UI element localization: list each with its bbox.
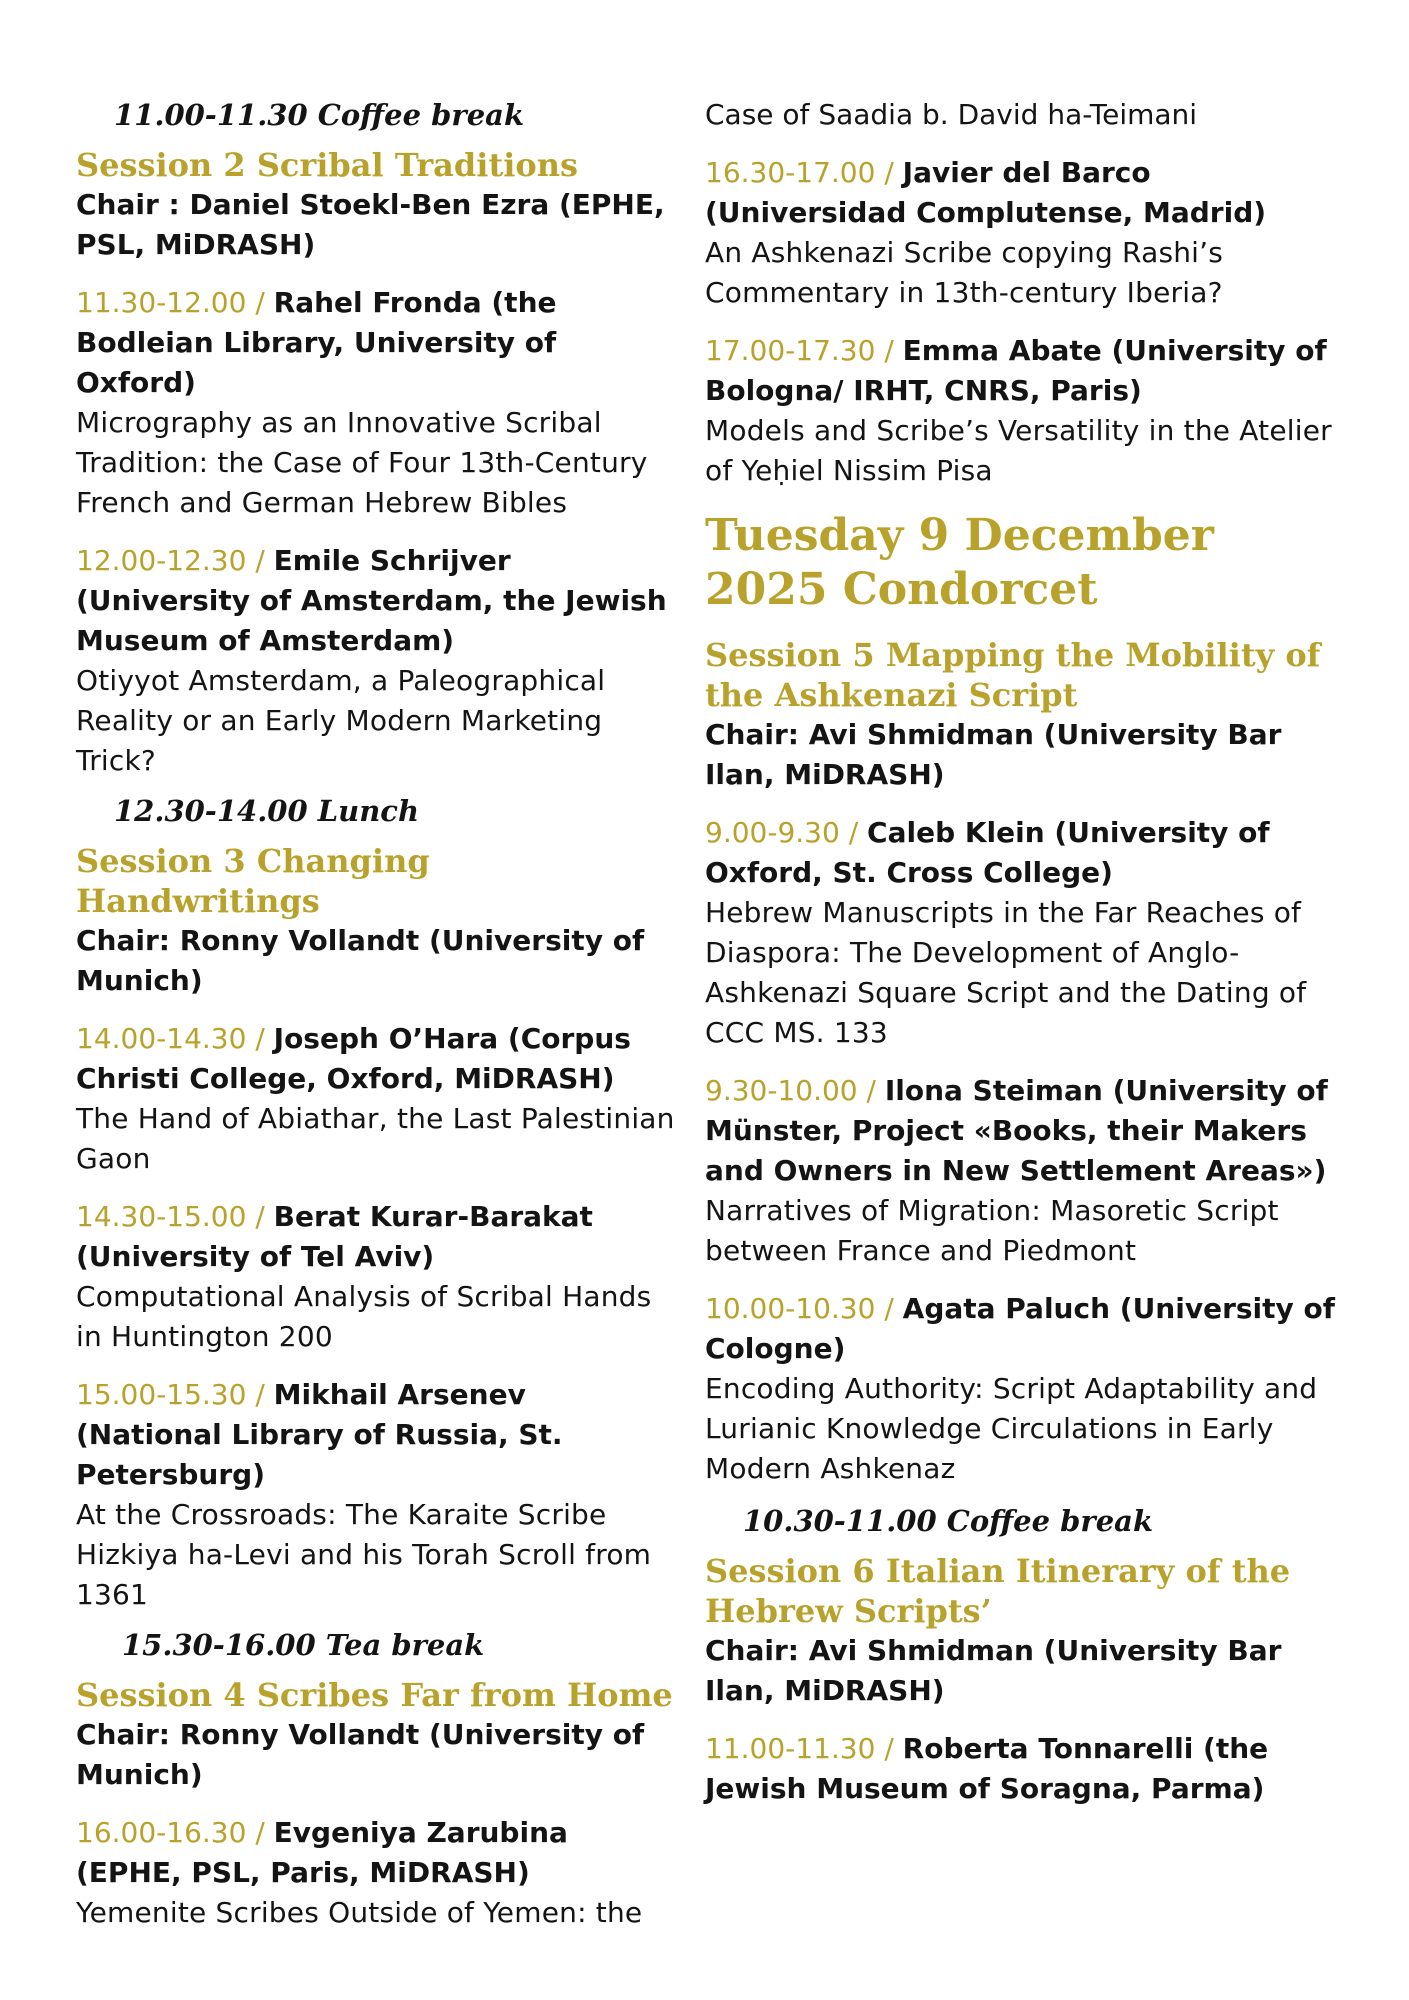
session-3-chair: Chair: Ronny Vollandt (University of Munich) [76, 924, 645, 997]
talk-time: 10.00-10.30 [705, 1292, 876, 1325]
talk-speaker: Ilona Steiman (University of Münster, Project «Books, their Makers and Owners in New Settlement Areas») [705, 1074, 1328, 1187]
talk-title: At the Crossroads: The Karaite Scribe Hizkiya ha-Levi and his Torah Scroll from 1361 [76, 1498, 652, 1611]
talk-speaker: Evgeniya Zarubina (EPHE, PSL, Paris, MiDRASH) [76, 1816, 568, 1889]
talk-speaker: Caleb Klein (University of Oxford, St. Cross College) [705, 816, 1270, 889]
talk-item [76, 541, 676, 781]
talk-item [705, 1729, 1345, 1809]
time-separator: / [246, 1022, 274, 1055]
talk-title: Yemenite Scribes Outside of Yemen: the [76, 1896, 643, 1929]
session-3-title: Session 3 Changing Handwritings [76, 842, 430, 920]
talk-item [76, 283, 676, 523]
talk-title: An Ashkenazi Scribe copying Rashi’s Commentary in 13th-century Iberia? [705, 236, 1224, 309]
session-5-chair: Chair: Avi Shmidman (University Bar Ilan, MiDRASH) [705, 718, 1282, 791]
left-column [76, 95, 676, 1951]
time-separator: / [875, 1732, 903, 1765]
time-separator: / [246, 1200, 274, 1233]
talk-title: Encoding Authority: Script Adaptability and Lurianic Knowledge Circulations in Early Modern Ashkenaz [705, 1372, 1318, 1485]
talk-speaker: Rahel Fronda (the Bodleian Library, University of Oxford) [76, 286, 557, 399]
talk-item [705, 1289, 1345, 1489]
talk-speaker: Berat Kurar-Barakat (University of Tel Aviv) [76, 1200, 593, 1273]
talk-title: Models and Scribe’s Versatility in the Atelier of Yeḥiel Nissim Pisa [705, 414, 1332, 487]
time-separator: / [246, 286, 274, 319]
talk-time: 17.00-17.30 [705, 334, 876, 367]
session-4-title: Session 4 Scribes Far from Home [76, 1676, 673, 1714]
talk-time: 11.00-11.30 [705, 1732, 876, 1765]
session-2-chair: Chair : Daniel Stoekl-Ben Ezra (EPHE, PSL, MiDRASH) [76, 188, 665, 261]
talk-time: 9.00-9.30 [705, 816, 840, 849]
talk-time: 16.30-17.00 [705, 156, 876, 189]
time-separator: / [246, 1378, 274, 1411]
talk-time: 16.00-16.30 [76, 1816, 247, 1849]
talk-speaker: Roberta Tonnarelli (the Jewish Museum of Soragna, Parma) [705, 1732, 1269, 1805]
tea-break: 15.30-16.00 Tea break [122, 1628, 485, 1662]
talk-item [76, 1813, 676, 1933]
time-separator: / [246, 544, 274, 577]
talk-title: Micrography as an Innovative Scribal Tradition: the Case of Four 13th-Century French and German Hebrew Bibles [76, 406, 648, 519]
time-separator: / [875, 156, 903, 189]
lunch-break: 12.30-14.00 Lunch [114, 794, 420, 828]
talk-speaker: Emile Schrijver (University of Amsterdam, the Jewish Museum of Amsterdam) [76, 544, 667, 657]
talk-time: 12.00-12.30 [76, 544, 247, 577]
talk-speaker: Javier del Barco (Universidad Complutense, Madrid) [705, 156, 1267, 229]
talk-item [705, 153, 1345, 313]
time-separator: / [246, 1816, 274, 1849]
talk-time: 15.00-15.30 [76, 1378, 247, 1411]
coffee-break-2: 10.30-11.00 Coffee break [743, 1504, 1154, 1538]
talk-item [76, 1019, 676, 1179]
time-separator: / [839, 816, 868, 849]
talk-title: Hebrew Manuscripts in the Far Reaches of Diaspora: The Development of Anglo-Ashkenazi Square Script and the Dating of CCC MS. 133 [705, 896, 1307, 1049]
talk-speaker: Mikhail Arsenev (National Library of Russia, St. Petersburg) [76, 1378, 563, 1491]
talk-title: Narratives of Migration: Masoretic Script between France and Piedmont [705, 1194, 1279, 1267]
day-title: Tuesday 9 December 2025 Condorcet [705, 510, 1214, 615]
talk-item [705, 331, 1345, 491]
session-6-title: Session 6 Italian Itinerary of the Hebrew Scripts’ [705, 1552, 1291, 1630]
continued-talk-title: Case of Saadia b. David ha-Teimani [705, 98, 1198, 131]
session-6-chair: Chair: Avi Shmidman (University Bar Ilan, MiDRASH) [705, 1634, 1282, 1707]
talk-title: Otiyyot Amsterdam, a Paleographical Reality or an Early Modern Marketing Trick? [76, 664, 606, 777]
time-separator: / [875, 334, 903, 367]
session-5-title: Session 5 Mapping the Mobility of the Ashkenazi Script [705, 636, 1321, 714]
session-4-chair: Chair: Ronny Vollandt (University of Munich) [76, 1718, 645, 1791]
talk-title: Computational Analysis of Scribal Hands in Huntington 200 [76, 1280, 652, 1353]
time-separator: / [857, 1074, 885, 1107]
talk-item [705, 813, 1345, 1053]
talk-speaker: Emma Abate (University of Bologna/ IRHT, CNRS, Paris) [705, 334, 1327, 407]
talk-item [76, 1197, 676, 1357]
talk-time: 14.30-15.00 [76, 1200, 247, 1233]
session-2-title: Session 2 Scribal Traditions [76, 146, 578, 184]
talk-item [76, 1375, 676, 1615]
talk-time: 9.30-10.00 [705, 1074, 858, 1107]
talk-item [705, 1071, 1345, 1271]
talk-time: 14.00-14.30 [76, 1022, 247, 1055]
right-column [705, 95, 1345, 1827]
coffee-break-1: 11.00-11.30 Coffee break [114, 98, 525, 132]
talk-title: The Hand of Abiathar, the Last Palestinian Gaon [76, 1102, 675, 1175]
talk-time: 11.30-12.00 [76, 286, 247, 319]
time-separator: / [875, 1292, 903, 1325]
talk-speaker: Agata Paluch (University of Cologne) [705, 1292, 1335, 1365]
talk-speaker: Joseph O’Hara (Corpus Christi College, Oxford, MiDRASH) [76, 1022, 631, 1095]
